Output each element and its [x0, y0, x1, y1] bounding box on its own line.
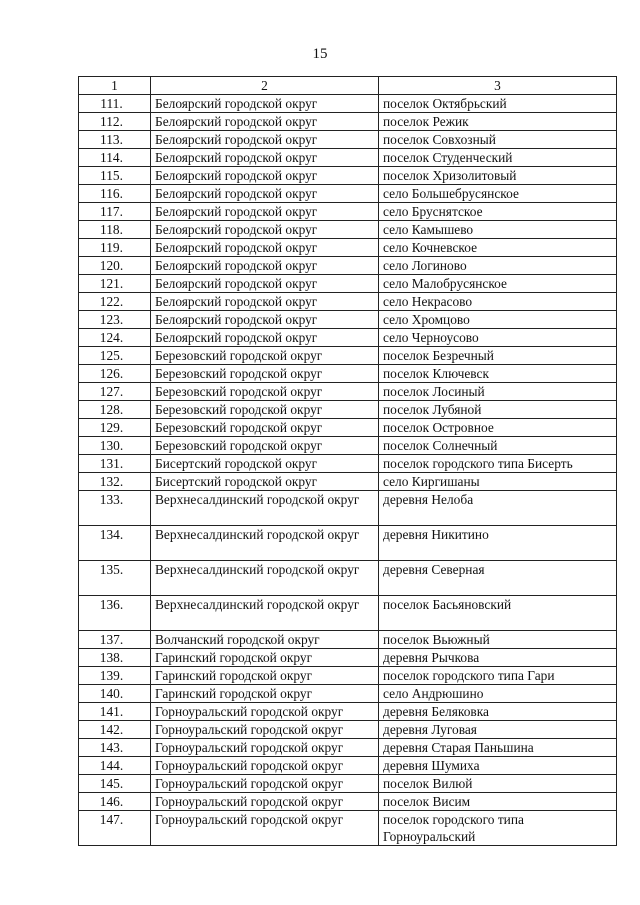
- settlement-name: поселок Режик: [379, 113, 617, 131]
- row-number: 130.: [79, 437, 151, 455]
- row-number: 137.: [79, 631, 151, 649]
- settlement-name: поселок Студенческий: [379, 149, 617, 167]
- table-row: [79, 167, 617, 185]
- page-number: 15: [312, 46, 328, 62]
- settlement-name: поселок Солнечный: [379, 437, 617, 455]
- table-row: [79, 757, 617, 775]
- row-number: 132.: [79, 473, 151, 491]
- municipal-district: Верхнесалдинский городской округ: [151, 526, 379, 561]
- municipal-district: Гаринский городской округ: [151, 667, 379, 685]
- table-header-row: [79, 77, 617, 95]
- settlement-name: село Логиново: [379, 257, 617, 275]
- settlement-name: поселок городского типа Бисерть: [379, 455, 617, 473]
- row-number: 145.: [79, 775, 151, 793]
- row-number: 135.: [79, 561, 151, 596]
- row-number: 141.: [79, 703, 151, 721]
- table-row: [79, 311, 617, 329]
- table-row: [79, 221, 617, 239]
- settlement-name: деревня Беляковка: [379, 703, 617, 721]
- table-row: [79, 365, 617, 383]
- row-number: 127.: [79, 383, 151, 401]
- municipal-district: Белоярский городской округ: [151, 239, 379, 257]
- row-number: 133.: [79, 491, 151, 526]
- municipal-district: Гаринский городской округ: [151, 649, 379, 667]
- settlement-name: поселок Лубяной: [379, 401, 617, 419]
- table-row: [79, 293, 617, 311]
- settlement-name: поселок Висим: [379, 793, 617, 811]
- table-row: [79, 685, 617, 703]
- row-number: 114.: [79, 149, 151, 167]
- row-number: 119.: [79, 239, 151, 257]
- municipal-district: Горноуральский городской округ: [151, 703, 379, 721]
- municipal-district: Горноуральский городской округ: [151, 739, 379, 757]
- table-row: [79, 631, 617, 649]
- table-row: [79, 455, 617, 473]
- settlement-name: деревня Нелоба: [379, 491, 617, 526]
- row-number: 142.: [79, 721, 151, 739]
- settlement-name: село Некрасово: [379, 293, 617, 311]
- row-number: 134.: [79, 526, 151, 561]
- municipal-district: Горноуральский городской округ: [151, 811, 379, 846]
- settlement-name: деревня Старая Паньшина: [379, 739, 617, 757]
- table-row: [79, 793, 617, 811]
- municipal-district: Белоярский городской округ: [151, 221, 379, 239]
- municipal-district: Горноуральский городской округ: [151, 757, 379, 775]
- municipal-district: Верхнесалдинский городской округ: [151, 491, 379, 526]
- municipal-district: Волчанский городской округ: [151, 631, 379, 649]
- municipal-district: Верхнесалдинский городской округ: [151, 596, 379, 631]
- table-row: [79, 649, 617, 667]
- settlement-name: деревня Шумиха: [379, 757, 617, 775]
- settlement-name: поселок Островное: [379, 419, 617, 437]
- settlement-name: поселок городского типа Горноуральский: [379, 811, 617, 846]
- row-number: 131.: [79, 455, 151, 473]
- settlement-name: село Андрюшино: [379, 685, 617, 703]
- row-number: 146.: [79, 793, 151, 811]
- row-number: 113.: [79, 131, 151, 149]
- row-number: 138.: [79, 649, 151, 667]
- table-row: [79, 491, 617, 526]
- settlement-name: деревня Никитино: [379, 526, 617, 561]
- settlement-name: село Киргишаны: [379, 473, 617, 491]
- row-number: 116.: [79, 185, 151, 203]
- settlement-name: поселок Совхозный: [379, 131, 617, 149]
- table-row: [79, 149, 617, 167]
- municipal-district: Белоярский городской округ: [151, 275, 379, 293]
- table-row: [79, 473, 617, 491]
- row-number: 147.: [79, 811, 151, 846]
- settlement-name: село Бруснятское: [379, 203, 617, 221]
- settlement-name: село Камышево: [379, 221, 617, 239]
- settlement-name: поселок Лосиный: [379, 383, 617, 401]
- municipal-district: Березовский городской округ: [151, 419, 379, 437]
- settlement-name: деревня Рычкова: [379, 649, 617, 667]
- row-number: 128.: [79, 401, 151, 419]
- table-row: [79, 526, 617, 561]
- municipal-district: Горноуральский городской округ: [151, 775, 379, 793]
- settlement-name: село Малобрусянское: [379, 275, 617, 293]
- municipal-district: Бисертский городской округ: [151, 473, 379, 491]
- row-number: 118.: [79, 221, 151, 239]
- table-row: [79, 721, 617, 739]
- table-row: [79, 667, 617, 685]
- municipal-district: Березовский городской округ: [151, 437, 379, 455]
- table-row: [79, 383, 617, 401]
- municipal-district: Верхнесалдинский городской округ: [151, 561, 379, 596]
- row-number: 122.: [79, 293, 151, 311]
- municipal-district: Белоярский городской округ: [151, 149, 379, 167]
- table-row: [79, 703, 617, 721]
- row-number: 129.: [79, 419, 151, 437]
- table-row: [79, 596, 617, 631]
- table-row: [79, 95, 617, 113]
- municipal-district: Березовский городской округ: [151, 401, 379, 419]
- table-row: [79, 347, 617, 365]
- municipal-district: Березовский городской округ: [151, 365, 379, 383]
- table-row: [79, 419, 617, 437]
- municipal-district: Белоярский городской округ: [151, 131, 379, 149]
- municipal-district: Белоярский городской округ: [151, 293, 379, 311]
- table-row: [79, 739, 617, 757]
- row-number: 121.: [79, 275, 151, 293]
- row-number: 144.: [79, 757, 151, 775]
- settlement-name: поселок Вилюй: [379, 775, 617, 793]
- row-number: 125.: [79, 347, 151, 365]
- table-row: [79, 239, 617, 257]
- municipal-district: Белоярский городской округ: [151, 185, 379, 203]
- settlement-name: село Хромцово: [379, 311, 617, 329]
- municipal-district: Гаринский городской округ: [151, 685, 379, 703]
- row-number: 124.: [79, 329, 151, 347]
- settlement-name: поселок Безречный: [379, 347, 617, 365]
- table-row: [79, 329, 617, 347]
- settlement-name: поселок Вьюжный: [379, 631, 617, 649]
- settlement-name: поселок Ключевск: [379, 365, 617, 383]
- table-body: [79, 95, 617, 846]
- row-number: 111.: [79, 95, 151, 113]
- municipal-district: Белоярский городской округ: [151, 203, 379, 221]
- municipal-district: Бисертский городской округ: [151, 455, 379, 473]
- municipal-district: Горноуральский городской округ: [151, 721, 379, 739]
- municipal-district: Белоярский городской округ: [151, 95, 379, 113]
- table-row: [79, 185, 617, 203]
- settlement-name: деревня Луговая: [379, 721, 617, 739]
- row-number: 123.: [79, 311, 151, 329]
- row-number: 136.: [79, 596, 151, 631]
- row-number: 140.: [79, 685, 151, 703]
- column-header-district: 2: [151, 77, 379, 95]
- settlement-name: поселок Басьяновский: [379, 596, 617, 631]
- settlement-name: поселок Хризолитовый: [379, 167, 617, 185]
- row-number: 139.: [79, 667, 151, 685]
- settlement-name: село Кочневское: [379, 239, 617, 257]
- column-header-number: 1: [79, 77, 151, 95]
- table-row: [79, 775, 617, 793]
- settlement-name: поселок городского типа Гари: [379, 667, 617, 685]
- table-row: [79, 401, 617, 419]
- municipal-district: Белоярский городской округ: [151, 311, 379, 329]
- municipal-district: Белоярский городской округ: [151, 167, 379, 185]
- table-row: [79, 131, 617, 149]
- settlement-name: село Большебрусянское: [379, 185, 617, 203]
- table-row: [79, 113, 617, 131]
- table-row: [79, 437, 617, 455]
- row-number: 143.: [79, 739, 151, 757]
- municipal-district: Белоярский городской округ: [151, 113, 379, 131]
- table-row: [79, 811, 617, 846]
- column-header-settlement: 3: [379, 77, 617, 95]
- settlement-name: деревня Северная: [379, 561, 617, 596]
- row-number: 117.: [79, 203, 151, 221]
- settlement-name: поселок Октябрьский: [379, 95, 617, 113]
- table-row: [79, 561, 617, 596]
- municipal-district: Березовский городской округ: [151, 383, 379, 401]
- municipal-district: Белоярский городской округ: [151, 257, 379, 275]
- table-row: [79, 203, 617, 221]
- table-row: [79, 257, 617, 275]
- settlement-name: село Черноусово: [379, 329, 617, 347]
- municipal-district: Белоярский городской округ: [151, 329, 379, 347]
- settlements-table: [78, 76, 617, 846]
- municipal-district: Горноуральский городской округ: [151, 793, 379, 811]
- row-number: 112.: [79, 113, 151, 131]
- row-number: 120.: [79, 257, 151, 275]
- row-number: 115.: [79, 167, 151, 185]
- row-number: 126.: [79, 365, 151, 383]
- municipal-district: Березовский городской округ: [151, 347, 379, 365]
- table-row: [79, 275, 617, 293]
